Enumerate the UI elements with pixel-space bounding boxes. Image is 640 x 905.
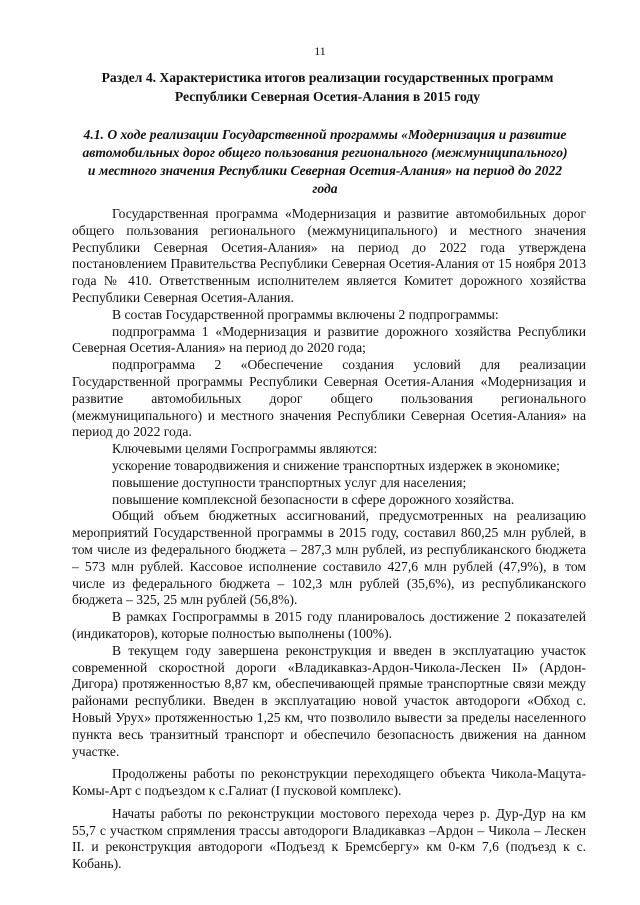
paragraph-goals-intro: Ключевыми целями Госпрограммы являются: (112, 441, 378, 457)
paragraph-budget: Общий объем бюджетных ассигнований, предусмотренных на реализацию мероприятий Государственной программы в 2015 году, составил 860,25 млн рублей, в том числе из федерального бюджета – 287,3 млн рублей, из республиканского бюджета – 573 млн рублей. Кассовое исполнение составило 427,6 млн рублей (47,9%), в том числе из федерального бюджета – 102,3 млн рублей (35,6%), из республиканского бюджета – 325, 25 млн рублей (56,8%). (72, 508, 586, 608)
paragraph-subprograms-intro: В состав Государственной программы включены 2 подпрограммы: (112, 306, 499, 322)
paragraph-subprogram-2: подпрограмма 2 «Обеспечение создания условий для реализации Государственной программы Республики Северная Осетия-Алания «Модернизация и развитие автомобильных дорог общего пользования регионального (межмуниципального) и местного значения Республики Северная Осетия-Алания» на период до 2022 года. (72, 357, 586, 440)
paragraph-started-works: Начаты работы по реконструкции мостового перехода через р. Дур-Дур на км 55,7 с участком спрямления трассы автодороги Владикавказ –Ардон – Чикола – Лескен II. и реконструкция автодороги «Подъезд к Бремсбергу» км 0-км 7,6 (подъезд к с. Кобань). (72, 805, 586, 872)
section-title: Раздел 4. Характеристика итогов реализации государственных программ Республики Северная Осетия-Алания в 2015 году (101, 70, 554, 104)
paragraph-reconstruction: В текущем году завершена реконструкция и введен в эксплуатацию участок современной скоростной дороги «Владикавказ-Ардон-Чикола-Лескен II» (Ардон-Дигора) протяженностью 8,87 км, обеспечивающей прямые транспортные связи между районами республики. Введен в эксплуатацию новой участок автодороги «Обход с. Новый Урух» протяженностью 1,25 км, что позволило вывести за пределы населенного пункта весь транзитный транспорт и обеспечило безопасность движения на данном участке. (72, 642, 586, 759)
paragraph-continued-works: Продолжены работы по реконструкции переходящего объекта Чикола-Мацута-Комы-Арт с подъездом к с.Галиат (I пусковой комплекс). (72, 766, 586, 799)
body-text (72, 206, 586, 873)
subsection-title: 4.1. О ходе реализации Государственной программы «Модернизация и развитие автомобильных дорог общего пользования регионального (межмуниципального) и местного значения Республики Северная Осетия-Алания» на период до 2022 года (82, 127, 568, 196)
paragraph-indicators: В рамках Госпрограммы в 2015 году планировалось достижение 2 показателей (индикаторов), которые полностью выполнены (100%). (72, 609, 586, 641)
paragraph-subprogram-1: подпрограмма 1 «Модернизация и развитие дорожного хозяйства Республики Северная Осетия-Алания» на период до 2020 года; (72, 323, 586, 356)
paragraph-goal-3: повышение комплексной безопасности в сфере дорожного хозяйства. (112, 491, 515, 507)
paragraph-goal-1: ускорение товародвижения и снижение транспортных издержек в экономике; (112, 457, 560, 473)
page-number: 11 (314, 44, 326, 58)
paragraph-program-description: Государственная программа «Модернизация и развитие автомобильных дорог общего пользования регионального (межмуниципального) и местного значения Республики Северная Осетия-Алания» на период до 2022 года утверждена постановлением Правительства Республики Северная Осетия-Алания от 15 ноября 2013 года № 410. Ответственным исполнителем является Комитет дорожного хозяйства Республики Северная Осетия-Алания. (72, 206, 586, 305)
paragraph-goal-2: повышение доступности транспортных услуг для населения; (112, 474, 467, 490)
